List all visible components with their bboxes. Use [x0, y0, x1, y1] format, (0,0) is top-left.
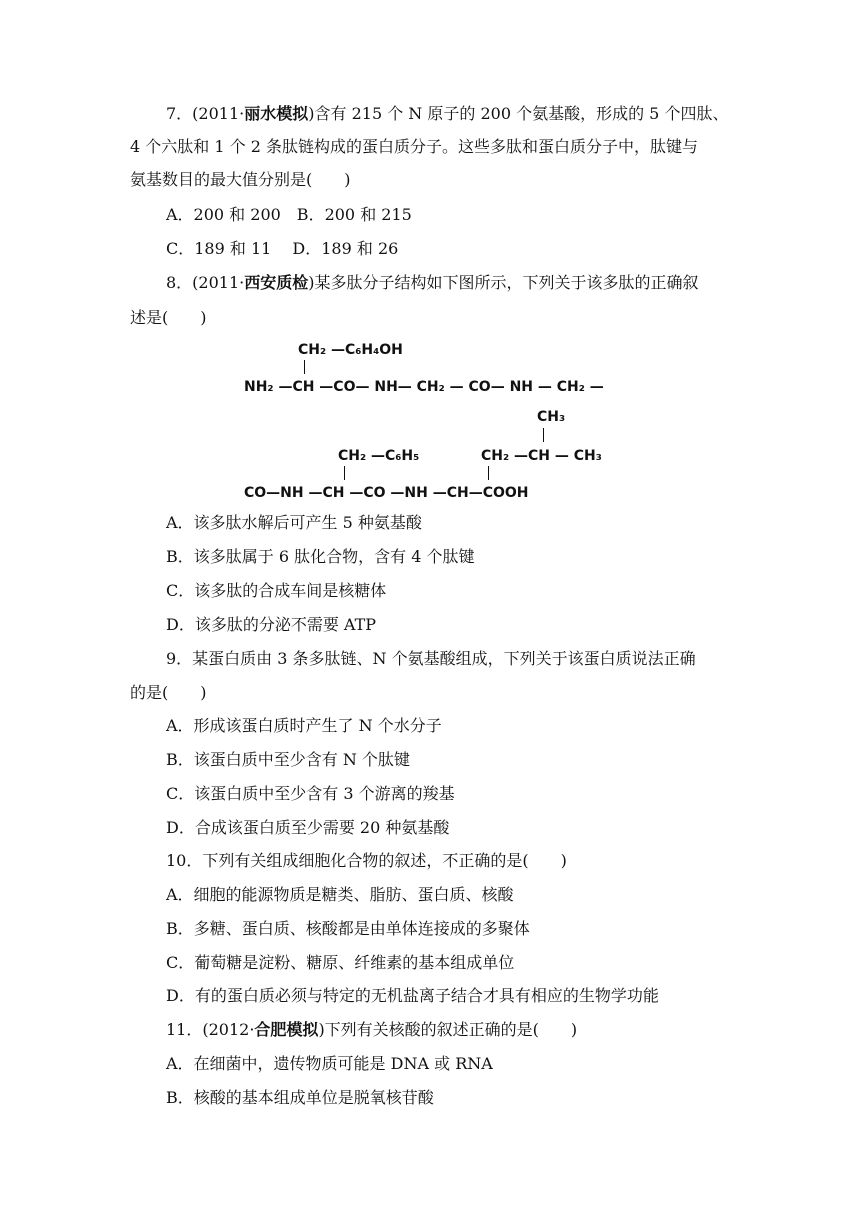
structure-methyl-top: CH₃ — [537, 409, 566, 425]
structure-bond-1 — [304, 360, 305, 374]
q7-line-3: 氨基数目的最大值分别是( ) — [130, 170, 351, 189]
q8-option-d: D．该多肽的分泌不需要 ATP — [166, 615, 377, 634]
structure-main-chain-1: NH₂ —CH —CO— NH— CH₂ — CO— NH — CH₂ — — [244, 379, 604, 395]
q8-text: )某多肽分子结构如下图所示，下列关于该多肽的正确叙 — [308, 273, 699, 292]
q7-source: 丽水模拟 — [244, 104, 309, 123]
q9-option-a: A．形成该蛋白质时产生了 N 个水分子 — [166, 716, 442, 735]
q10-option-a: A．细胞的能源物质是糖类、脂肪、蛋白质、核酸 — [166, 885, 514, 904]
q7-line-1 — [166, 104, 728, 124]
structure-bond-3 — [344, 466, 345, 480]
q8-source: 西安质检 — [244, 273, 309, 292]
q7-line-2: 4 个六肽和 1 个 2 条肽链构成的蛋白质分子。这些多肽和蛋白质分子中，肽键与 — [130, 137, 698, 156]
q10-option-d: D．有的蛋白质必须与特定的无机盐离子结合才具有相应的生物学功能 — [166, 986, 659, 1005]
q11-line-1 — [166, 1020, 577, 1040]
q11-text: )下列有关核酸的叙述正确的是( ) — [318, 1020, 578, 1039]
structure-side-chain-3: CH₂ —CH — CH₃ — [481, 448, 602, 464]
q9-option-b: B．该蛋白质中至少含有 N 个肽键 — [166, 750, 410, 769]
q11-option-b: B．核酸的基本组成单位是脱氧核苷酸 — [166, 1088, 434, 1107]
structure-bond-4 — [488, 466, 489, 480]
q8-number: 8．(2011· — [166, 273, 245, 292]
q8-line-2: 述是( ) — [130, 308, 207, 327]
q9-option-c: C．该蛋白质中至少含有 3 个游离的羧基 — [166, 784, 455, 803]
q7-number: 7．(2011· — [166, 104, 245, 123]
q10-line-1: 10．下列有关组成细胞化合物的叙述，不正确的是( ) — [166, 851, 567, 870]
q10-option-b: B．多糖、蛋白质、核酸都是由单体连接成的多聚体 — [166, 919, 530, 938]
q9-option-d: D．合成该蛋白质至少需要 20 种氨基酸 — [166, 818, 450, 837]
q11-number: 11．(2012· — [166, 1020, 255, 1039]
q7-text: )含有 215 个 N 原子的 200 个氨基酸，形成的 5 个四肽、 — [308, 104, 729, 123]
structure-side-chain-1: CH₂ —C₆H₄OH — [298, 342, 403, 358]
q8-line-1 — [166, 273, 699, 293]
q9-line-1: 9．某蛋白质由 3 条多肽链、N 个氨基酸组成，下列关于该蛋白质说法正确 — [166, 649, 696, 668]
q7-options-cd: C．189 和 11 D．189 和 26 — [166, 239, 399, 258]
structure-main-chain-2: CO—NH —CH —CO —NH —CH—COOH — [244, 485, 529, 501]
q8-option-c: C．该多肽的合成车间是核糖体 — [166, 581, 387, 600]
q8-option-a: A．该多肽水解后可产生 5 种氨基酸 — [166, 513, 422, 532]
structure-bond-2 — [543, 428, 544, 442]
structure-side-chain-2: CH₂ —C₆H₅ — [338, 448, 420, 464]
q11-source: 合肥模拟 — [254, 1020, 319, 1039]
q9-line-2: 的是( ) — [130, 683, 207, 702]
q7-options-ab: A．200 和 200 B．200 和 215 — [166, 205, 412, 224]
q8-option-b: B．该多肽属于 6 肽化合物，含有 4 个肽键 — [166, 547, 475, 566]
q11-option-a: A．在细菌中，遗传物质可能是 DNA 或 RNA — [166, 1054, 493, 1073]
q10-option-c: C．葡萄糖是淀粉、糖原、纤维素的基本组成单位 — [166, 953, 515, 972]
